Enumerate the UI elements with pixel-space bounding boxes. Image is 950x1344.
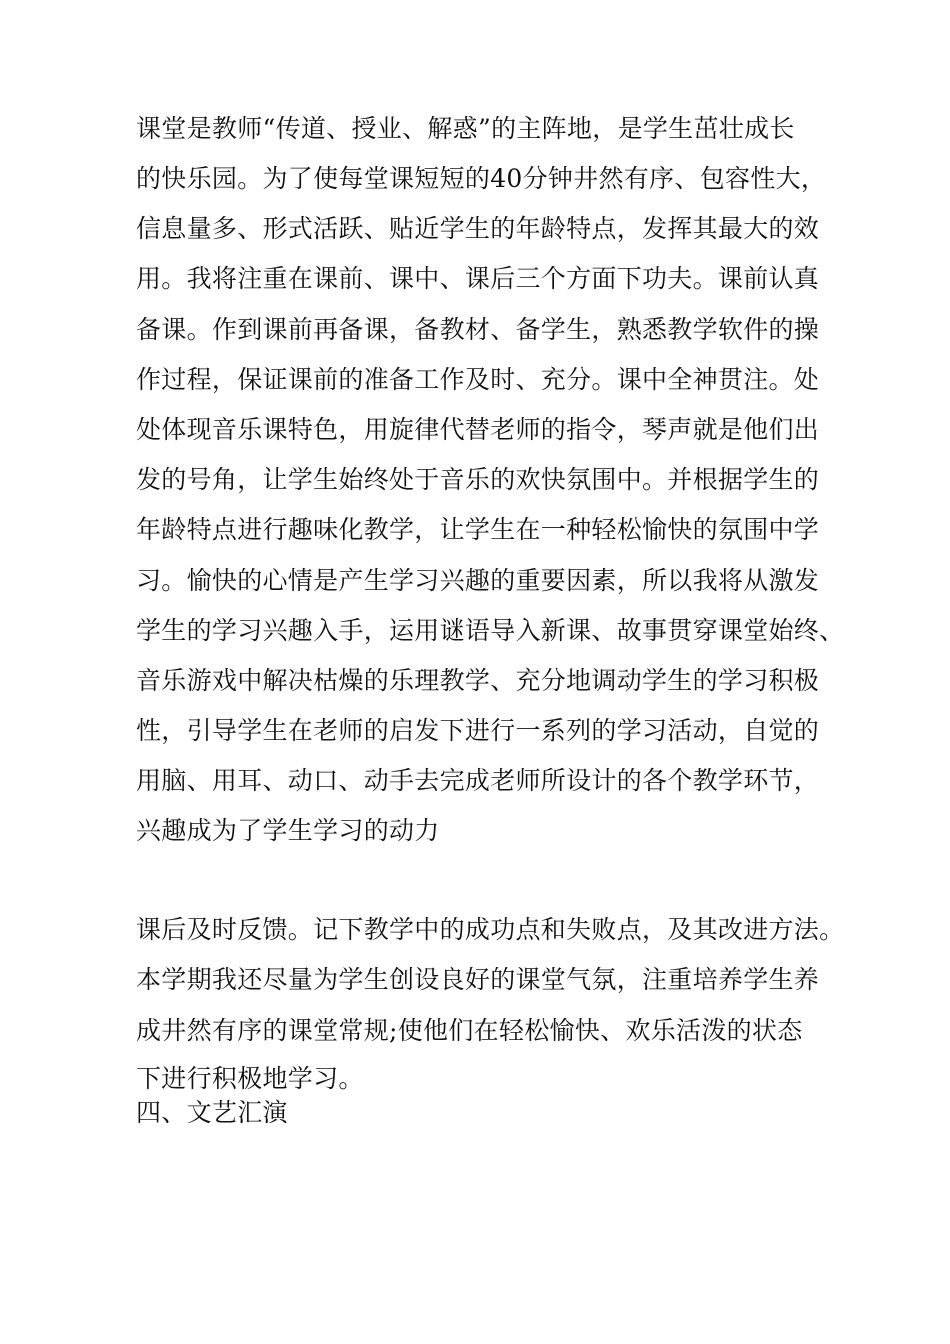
paragraph-1-line-1: 课堂是教师“传道、授业、解惑”的主阵地，是学生茁壮成长 [136,114,795,143]
paragraph-1-line-14: 用脑、用耳、动口、动手去完成老师所设计的各个教学环节， [136,766,820,795]
paragraph-1-line-5: 备课。作到课前再备课，备教材、备学生，熟悉教学软件的操 [136,315,820,344]
paragraph-1-line-12: 音乐游戏中解决枯燥的乐理教学、充分地调动学生的学习积极 [136,666,820,695]
paragraph-1-line-10: 习。愉快的心情是产生学习兴趣的重要因素，所以我将从激发 [136,566,820,595]
paragraph-2-line-1: 课后及时反馈。记下教学中的成功点和失败点，及其改进方法。 [136,915,845,944]
paragraph-1-line-4: 用。我将注重在课前、课中、课后三个方面下功夫。课前认真 [136,264,820,293]
paragraph-1-line-11: 学生的学习兴趣入手，运用谜语导入新课、故事贯穿课堂始终、 [136,616,845,645]
paragraph-1-line-9: 年龄特点进行趣味化教学，让学生在一种轻松愉快的氛围中学 [136,515,820,544]
paragraph-1-line-2: 的快乐园。为了使每堂课短短的40分钟井然有序、包容性大， [136,164,827,193]
section-heading: 四、文艺汇演 [136,1098,288,1127]
paragraph-1-line-13: 性，引导学生在老师的启发下进行一系列的学习活动，自觉的 [136,716,820,745]
paragraph-2-line-2: 本学期我还尽量为学生创设良好的课堂气氛，注重培养学生养 [136,965,820,994]
paragraph-2-line-4: 下进行积极地学习。 [136,1064,364,1093]
paragraph-2-line-3: 成井然有序的课堂常规;使他们在轻松愉快、欢乐活泼的状态 [136,1016,803,1045]
paragraph-1-line-15: 兴趣成为了学生学习的动力 [136,816,440,845]
paragraph-1-line-7: 处体现音乐课特色，用旋律代替老师的指令，琴声就是他们出 [136,415,820,444]
paragraph-1-line-3: 信息量多、形式活跃、贴近学生的年龄特点，发挥其最大的效 [136,214,820,243]
paragraph-1-line-6: 作过程，保证课前的准备工作及时、充分。课中全神贯注。处 [136,365,820,394]
paragraph-1-line-8: 发的号角，让学生始终处于音乐的欢快氛围中。并根据学生的 [136,465,820,494]
